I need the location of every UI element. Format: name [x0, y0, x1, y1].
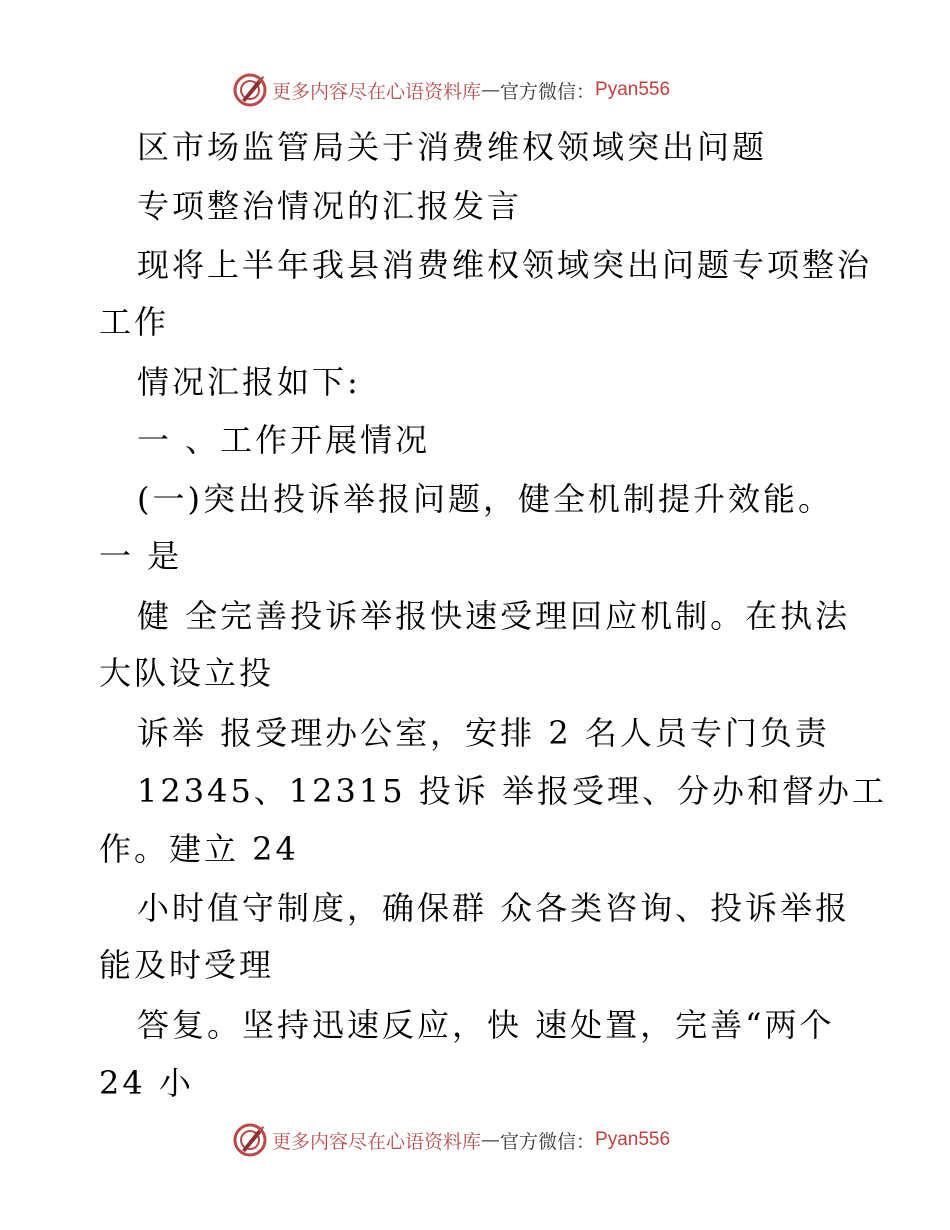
quill-logo-icon	[232, 72, 268, 108]
paragraph-line: 24 小	[99, 1064, 194, 1102]
paragraph-line: 工作	[99, 303, 170, 341]
doc-title-line-2: 专项整治情况的汇报发言	[137, 187, 523, 225]
footer-wechat-account: Pyan556	[595, 1129, 671, 1150]
paragraph-line: 情况汇报如下:	[137, 363, 361, 401]
footer-banner	[232, 1120, 752, 1160]
footer-banner-separator: —	[481, 1129, 501, 1151]
paragraph-line: 答复。坚持迅速反应，快 速处置，完善“两个	[137, 1006, 835, 1044]
doc-title-line-1: 区市场监管局关于消费维权领域突出问题	[137, 128, 768, 166]
paragraph-line: 健 全完善投诉举报快速受理回应机制。在执法	[137, 597, 851, 635]
header-banner-separator: —	[481, 79, 501, 101]
paragraph-line: 大队设立投	[99, 654, 275, 692]
section-heading: 一 、工作开展情况	[137, 421, 431, 459]
header-wechat-account: Pyan556	[595, 79, 671, 100]
paragraph-line: 能及时受理	[99, 946, 275, 984]
paragraph-line: 小时值守制度，确保群 众各类咨询、投诉举报	[137, 889, 851, 927]
paragraph-line: 12345、12315 投诉 举报受理、分办和督办工	[137, 772, 887, 810]
subsection-heading: (一)突出投诉举报问题，健全机制提升效能。	[137, 480, 833, 518]
footer-banner-text: 更多内容尽在心语资料库	[272, 1130, 482, 1153]
paragraph-line: 诉举 报受理办公室，安排 2 名人员专门负责	[137, 714, 830, 752]
header-banner	[232, 70, 752, 110]
paragraph-line: 作。建立 24	[99, 830, 299, 868]
header-banner-text: 更多内容尽在心语资料库	[272, 80, 482, 103]
footer-wechat-label: 官方微信：	[500, 1130, 596, 1153]
quill-logo-icon	[232, 1122, 268, 1158]
header-wechat-label: 官方微信：	[500, 80, 596, 103]
paragraph-line: 一 是	[99, 537, 183, 575]
paragraph-line: 现将上半年我县消费维权领域突出问题专项整治	[137, 246, 873, 284]
